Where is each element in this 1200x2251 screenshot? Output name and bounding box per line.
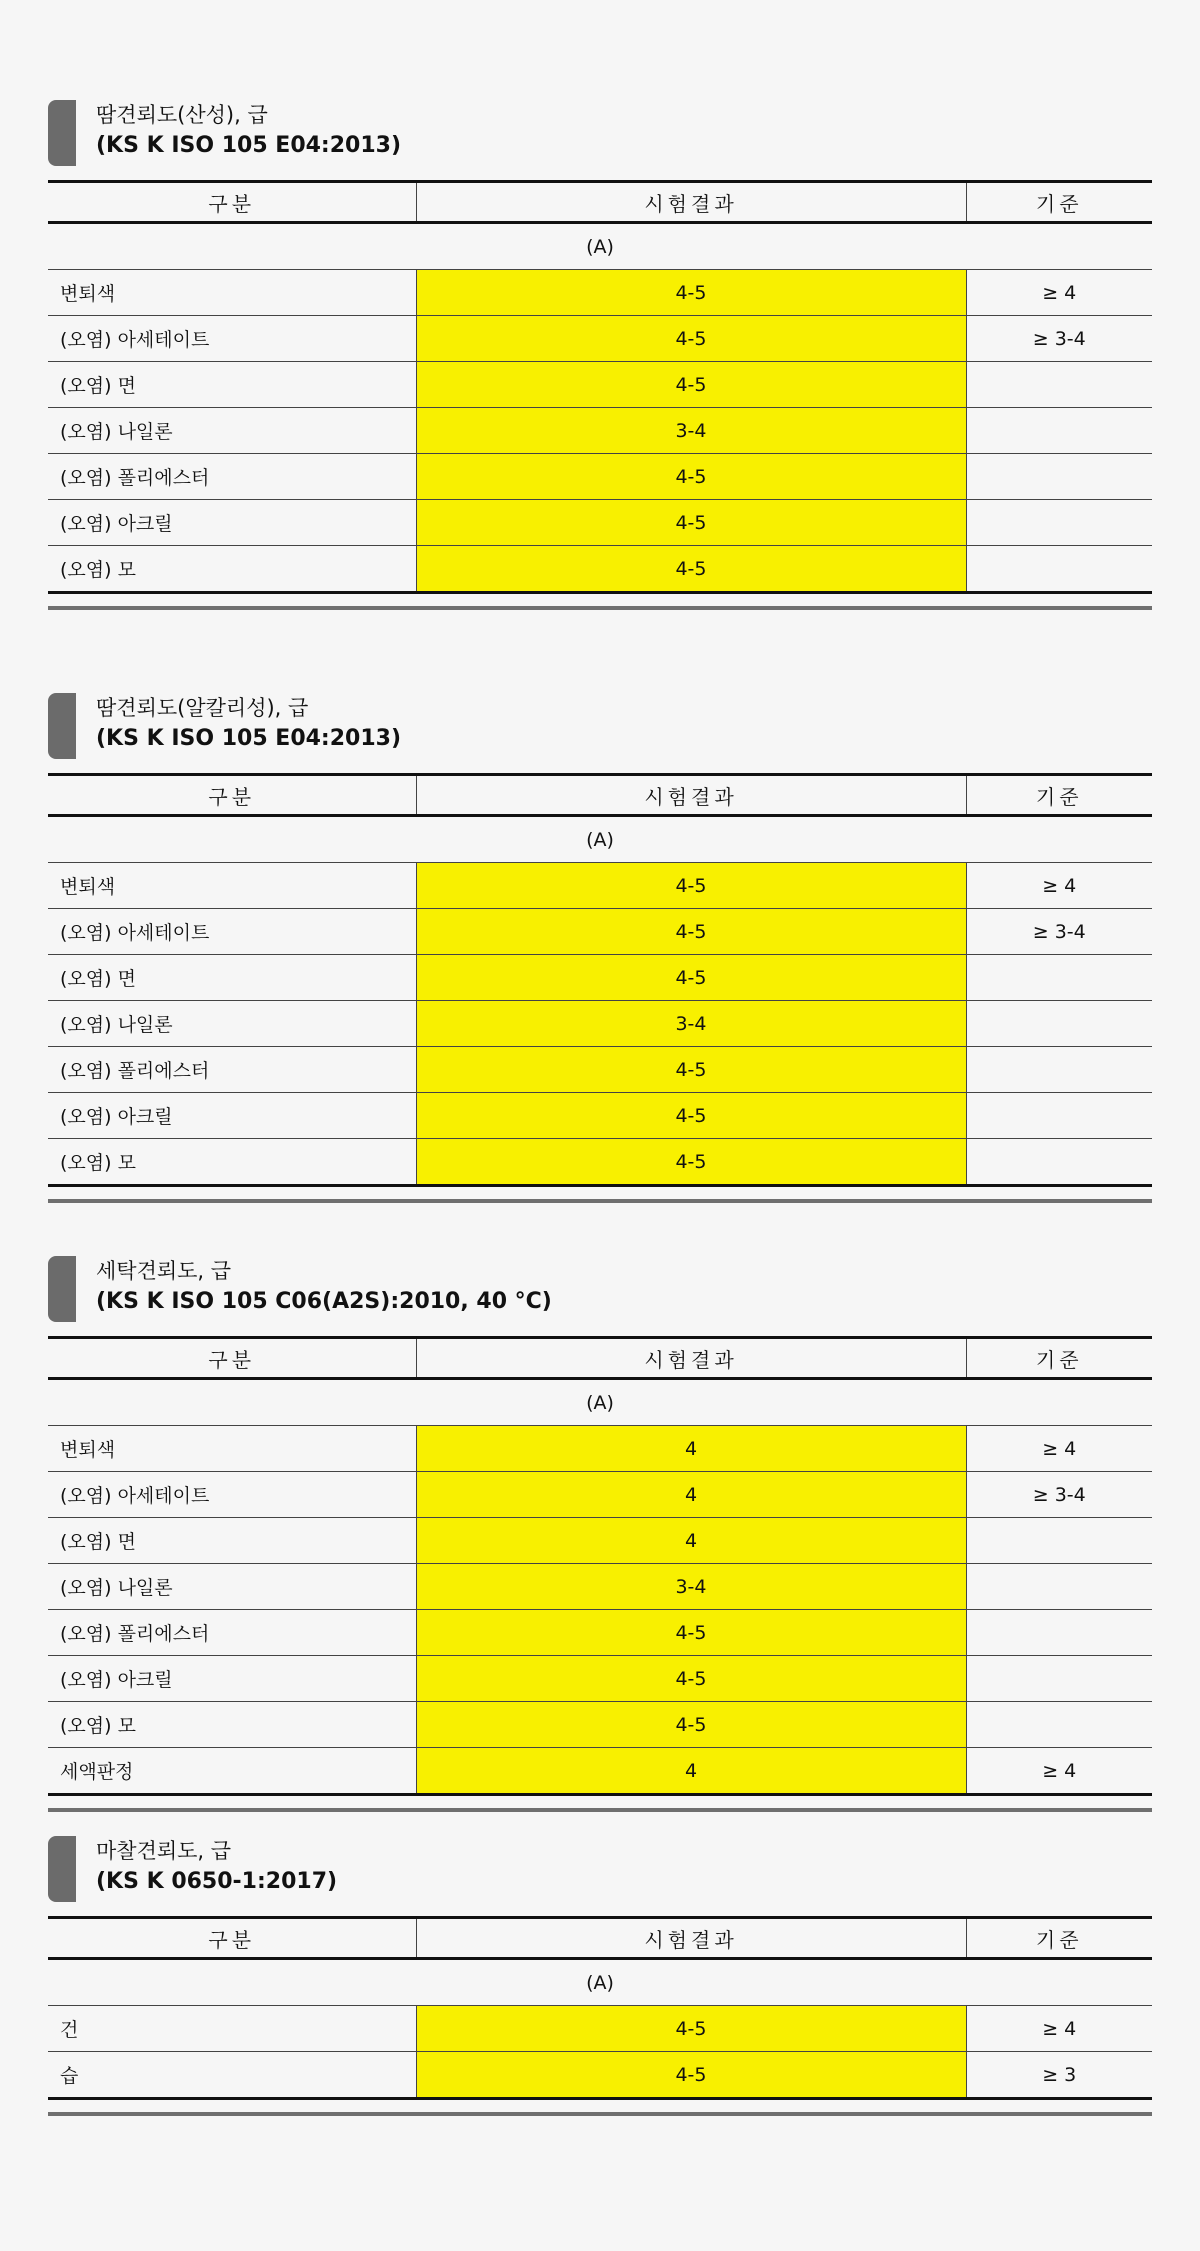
row-result: 4-5 [416, 955, 966, 1001]
row-result: 4 [416, 1472, 966, 1518]
row-label: (오염) 면 [48, 955, 416, 1001]
header-category: 구분 [48, 775, 416, 816]
section-title: 세탁견뢰도, 급 [96, 1259, 232, 1283]
table-row [48, 1518, 1152, 1564]
row-label: (오염) 아세테이트 [48, 1472, 416, 1518]
table-row [48, 408, 1152, 454]
test-section [48, 1836, 1152, 2116]
table-row [48, 1748, 1152, 1795]
table-row [48, 1001, 1152, 1047]
section-divider [48, 2112, 1152, 2116]
row-standard [966, 1139, 1152, 1186]
row-result: 4-5 [416, 1656, 966, 1702]
row-result: 4 [416, 1518, 966, 1564]
header-result: 시험결과 [416, 1918, 966, 1959]
row-standard [966, 1702, 1152, 1748]
row-standard [966, 1656, 1152, 1702]
row-standard [966, 362, 1152, 408]
table-header-row [48, 775, 1152, 816]
row-result: 4-5 [416, 270, 966, 316]
header-category: 구분 [48, 1918, 416, 1959]
row-label: (오염) 모 [48, 1139, 416, 1186]
section-divider [48, 606, 1152, 610]
row-label: 변퇴색 [48, 1426, 416, 1472]
row-result: 4-5 [416, 909, 966, 955]
row-standard [966, 1610, 1152, 1656]
row-standard [966, 1518, 1152, 1564]
row-standard: ≥ 4 [966, 1426, 1152, 1472]
row-standard [966, 454, 1152, 500]
row-standard [966, 1093, 1152, 1139]
section-title: 땀견뢰도(알칼리성), 급 [96, 696, 309, 720]
section-divider [48, 1199, 1152, 1203]
section-method: (KS K 0650-1:2017) [96, 1869, 338, 1894]
sample-label: (A) [48, 223, 1152, 270]
header-standard: 기준 [966, 1918, 1152, 1959]
row-result: 4-5 [416, 316, 966, 362]
row-standard: ≥ 3-4 [966, 1472, 1152, 1518]
section-method: (KS K ISO 105 E04:2013) [96, 133, 402, 158]
row-result: 4-5 [416, 546, 966, 593]
row-result: 4-5 [416, 1702, 966, 1748]
row-label: (오염) 아크릴 [48, 1656, 416, 1702]
row-standard [966, 1564, 1152, 1610]
section-marker [48, 100, 76, 166]
section-marker [48, 1836, 76, 1902]
table-row [48, 909, 1152, 955]
row-label: (오염) 아세테이트 [48, 909, 416, 955]
row-result: 4-5 [416, 1610, 966, 1656]
table-row [48, 863, 1152, 909]
row-label: (오염) 모 [48, 1702, 416, 1748]
table-header-row [48, 1918, 1152, 1959]
test-section [48, 693, 1152, 1203]
row-standard [966, 546, 1152, 593]
row-result: 3-4 [416, 1001, 966, 1047]
table-subheader-row [48, 1379, 1152, 1426]
table-row [48, 546, 1152, 593]
section-marker [48, 693, 76, 759]
row-label: (오염) 면 [48, 1518, 416, 1564]
results-table [48, 1916, 1152, 2100]
section-title: 땀견뢰도(산성), 급 [96, 103, 268, 127]
row-result: 4-5 [416, 454, 966, 500]
row-result: 4-5 [416, 1139, 966, 1186]
row-standard: ≥ 4 [966, 863, 1152, 909]
section-header [48, 1836, 1152, 1916]
header-result: 시험결과 [416, 775, 966, 816]
header-standard: 기준 [966, 182, 1152, 223]
results-table [48, 1336, 1152, 1796]
row-standard: ≥ 3-4 [966, 316, 1152, 362]
header-standard: 기준 [966, 1338, 1152, 1379]
section-header [48, 693, 1152, 773]
sample-label: (A) [48, 1379, 1152, 1426]
row-label: (오염) 아세테이트 [48, 316, 416, 362]
header-result: 시험결과 [416, 1338, 966, 1379]
row-result: 3-4 [416, 408, 966, 454]
row-standard: ≥ 4 [966, 2006, 1152, 2052]
row-label: (오염) 폴리에스터 [48, 1047, 416, 1093]
table-row [48, 2006, 1152, 2052]
row-label: 습 [48, 2052, 416, 2099]
results-table [48, 773, 1152, 1187]
header-category: 구분 [48, 182, 416, 223]
sample-label: (A) [48, 816, 1152, 863]
header-category: 구분 [48, 1338, 416, 1379]
row-label: 변퇴색 [48, 270, 416, 316]
table-row [48, 2052, 1152, 2099]
table-row [48, 1093, 1152, 1139]
row-result: 4-5 [416, 2006, 966, 2052]
table-subheader-row [48, 816, 1152, 863]
table-row [48, 1426, 1152, 1472]
row-label: (오염) 아크릴 [48, 500, 416, 546]
table-row [48, 1139, 1152, 1186]
row-result: 4-5 [416, 1093, 966, 1139]
section-divider [48, 1808, 1152, 1812]
row-label: (오염) 나일론 [48, 1564, 416, 1610]
table-row [48, 1656, 1152, 1702]
table-row [48, 454, 1152, 500]
row-standard: ≥ 3-4 [966, 909, 1152, 955]
row-standard [966, 1047, 1152, 1093]
section-header [48, 100, 1152, 180]
row-standard: ≥ 3 [966, 2052, 1152, 2099]
test-section [48, 100, 1152, 610]
row-standard [966, 408, 1152, 454]
row-label: (오염) 나일론 [48, 408, 416, 454]
row-result: 4 [416, 1426, 966, 1472]
results-table [48, 180, 1152, 594]
row-label: 세액판정 [48, 1748, 416, 1795]
table-row [48, 1564, 1152, 1610]
row-label: (오염) 폴리에스터 [48, 454, 416, 500]
row-standard: ≥ 4 [966, 270, 1152, 316]
table-subheader-row [48, 223, 1152, 270]
header-standard: 기준 [966, 775, 1152, 816]
section-method: (KS K ISO 105 E04:2013) [96, 726, 402, 751]
row-result: 4-5 [416, 500, 966, 546]
row-label: (오염) 폴리에스터 [48, 1610, 416, 1656]
header-result: 시험결과 [416, 182, 966, 223]
table-row [48, 316, 1152, 362]
row-label: 변퇴색 [48, 863, 416, 909]
table-header-row [48, 1338, 1152, 1379]
section-header [48, 1256, 1152, 1336]
row-standard [966, 955, 1152, 1001]
table-row [48, 500, 1152, 546]
test-section [48, 1256, 1152, 1812]
row-result: 4-5 [416, 863, 966, 909]
section-title: 마찰견뢰도, 급 [96, 1839, 232, 1863]
sample-label: (A) [48, 1959, 1152, 2006]
table-row [48, 270, 1152, 316]
table-row [48, 955, 1152, 1001]
table-row [48, 362, 1152, 408]
row-result: 4-5 [416, 1047, 966, 1093]
row-result: 4 [416, 1748, 966, 1795]
table-subheader-row [48, 1959, 1152, 2006]
row-label: (오염) 모 [48, 546, 416, 593]
section-marker [48, 1256, 76, 1322]
table-header-row [48, 182, 1152, 223]
table-row [48, 1047, 1152, 1093]
row-standard [966, 1001, 1152, 1047]
row-standard: ≥ 4 [966, 1748, 1152, 1795]
table-row [48, 1472, 1152, 1518]
row-label: (오염) 면 [48, 362, 416, 408]
row-label: (오염) 나일론 [48, 1001, 416, 1047]
row-label: (오염) 아크릴 [48, 1093, 416, 1139]
row-label: 건 [48, 2006, 416, 2052]
table-row [48, 1702, 1152, 1748]
row-result: 3-4 [416, 1564, 966, 1610]
row-result: 4-5 [416, 2052, 966, 2099]
section-method: (KS K ISO 105 C06(A2S):2010, 40 °C) [96, 1289, 552, 1314]
row-standard [966, 500, 1152, 546]
table-row [48, 1610, 1152, 1656]
row-result: 4-5 [416, 362, 966, 408]
